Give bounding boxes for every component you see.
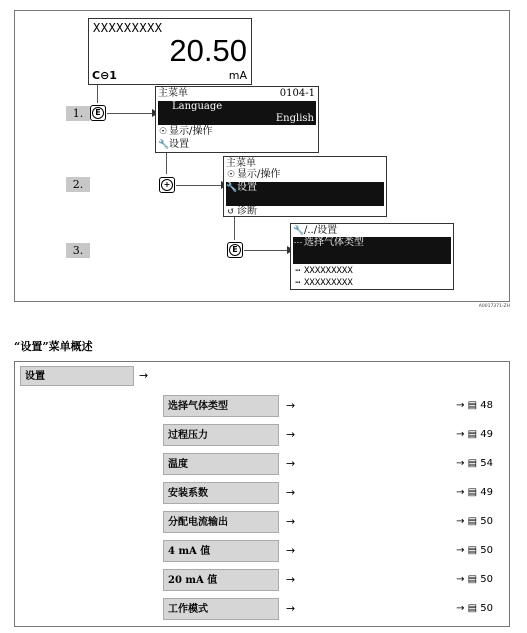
menu-item-label: 设置: [237, 182, 257, 193]
step-1-label: 1.: [66, 106, 90, 121]
setup-submenu-panel: [290, 223, 454, 290]
page-reference-link[interactable]: [456, 425, 493, 445]
connector-line: [244, 250, 288, 251]
menu-item-display[interactable]: [158, 126, 316, 138]
key-symbol: E: [92, 107, 104, 119]
book-icon: ▤: [464, 487, 481, 498]
menu-item-display[interactable]: [226, 169, 384, 181]
parameter-icon: ⋯: [295, 266, 301, 276]
page-number: 48: [480, 400, 493, 411]
wrench-icon: 🔧: [226, 183, 238, 193]
status-icon: C⊖1: [92, 69, 117, 82]
arrow-icon: →: [456, 458, 465, 469]
key-symbol: E: [229, 244, 241, 256]
menu-item-placeholder[interactable]: [293, 265, 451, 277]
main-menu-panel-2: [223, 156, 387, 217]
menu-root-setup: 设置: [20, 366, 134, 386]
arrow-icon: →: [286, 573, 296, 586]
menu-item-label: 显示/操作: [169, 126, 213, 137]
connector-line: [97, 85, 98, 103]
display-unit: mA: [228, 69, 247, 82]
step-2-label: 2.: [66, 177, 90, 192]
menu-item-language[interactable]: [158, 101, 316, 125]
book-icon: ▤: [464, 400, 481, 411]
arrow-icon: →: [456, 603, 465, 614]
arrow-icon: →: [456, 487, 465, 498]
arrow-icon: →: [286, 602, 296, 615]
menu-header: [293, 225, 451, 237]
page-number: 49: [480, 487, 493, 498]
menu-parameter: 分配电流输出: [163, 511, 279, 533]
arrow-icon: →: [456, 545, 465, 556]
key-symbol: +: [161, 179, 173, 191]
eye-icon: ☉: [226, 170, 236, 180]
step-3-label: 3.: [66, 243, 90, 258]
page-reference-link[interactable]: [456, 396, 493, 416]
connector-line: [176, 185, 222, 186]
wrench-icon: 🔧: [158, 140, 170, 150]
menu-item-label: 设置: [169, 139, 189, 150]
page-reference-link[interactable]: [456, 599, 493, 619]
connector-line: [166, 152, 167, 174]
arrow-icon: →: [286, 544, 296, 557]
arrow-icon: →: [456, 400, 465, 411]
menu-path: /../设置: [304, 225, 338, 236]
device-display: [88, 18, 252, 85]
section-title: “设置”菜单概述: [14, 340, 93, 353]
menu-item-gas-type[interactable]: [293, 237, 451, 264]
arrow-icon: →: [456, 574, 465, 585]
arrow-icon: →: [456, 429, 465, 440]
menu-parameter: 安装系数: [163, 482, 279, 504]
parameter-icon: ⋯: [293, 238, 303, 248]
book-icon: ▤: [464, 458, 481, 469]
menu-parameter: 选择气体类型: [163, 395, 279, 417]
plus-key-icon[interactable]: [159, 177, 175, 193]
page-number: 50: [480, 574, 493, 585]
book-icon: ▤: [464, 603, 481, 614]
arrow-icon: →: [286, 486, 296, 499]
diagnosis-icon: ↺: [227, 207, 235, 217]
page-reference-link[interactable]: [456, 541, 493, 561]
menu-item-label: 显示/操作: [237, 169, 281, 180]
eye-icon: ☉: [158, 127, 168, 137]
arrow-icon: →: [286, 399, 296, 412]
book-icon: ▤: [464, 429, 481, 440]
parameter-icon: ⋯: [295, 278, 301, 288]
figure-code: A0017371-ZH: [478, 304, 510, 309]
connector-line: [234, 216, 235, 240]
page-number: 54: [480, 458, 493, 469]
menu-item-placeholder[interactable]: [293, 277, 451, 289]
connector-line: [107, 113, 153, 114]
arrow-icon: →: [286, 428, 296, 441]
menu-item-label: 诊断: [237, 206, 257, 217]
page-number: 49: [480, 429, 493, 440]
menu-parameter: 温度: [163, 453, 279, 475]
page-number: 50: [480, 545, 493, 556]
menu-parameter: 过程压力: [163, 424, 279, 446]
menu-item-diagnostics[interactable]: [226, 206, 384, 218]
menu-header: 主菜单: [158, 88, 188, 99]
page-reference-link[interactable]: [456, 512, 493, 532]
menu-item-label: Language: [172, 101, 223, 112]
book-icon: ▤: [464, 516, 481, 527]
arrow-icon: →: [456, 516, 465, 527]
menu-item-label: XXXXXXXXX: [304, 266, 353, 276]
main-menu-panel-1: [155, 86, 319, 153]
book-icon: ▤: [464, 574, 481, 585]
menu-item-setup[interactable]: [158, 139, 316, 151]
menu-item-label: XXXXXXXXX: [304, 278, 353, 288]
menu-header: 主菜单: [226, 158, 256, 169]
arrow-icon: →: [286, 457, 296, 470]
page-reference-link[interactable]: [456, 570, 493, 590]
page-reference-link[interactable]: [456, 454, 493, 474]
arrow-icon: →: [286, 515, 296, 528]
display-value: 20.50: [169, 33, 247, 68]
arrow-icon: →: [139, 369, 149, 382]
wrench-icon: 🔧: [293, 226, 305, 236]
page-reference-link[interactable]: [456, 483, 493, 503]
enter-key-icon[interactable]: [90, 105, 106, 121]
enter-key-icon[interactable]: [227, 242, 243, 258]
page-number: 50: [480, 603, 493, 614]
menu-parameter: 工作模式: [163, 598, 279, 620]
book-icon: ▤: [464, 545, 481, 556]
menu-item-setup[interactable]: [226, 182, 384, 206]
menu-item-value: English: [275, 113, 314, 124]
menu-parameter: 20 mA 值: [163, 569, 279, 591]
menu-item-label: 选择气体类型: [304, 237, 364, 248]
menu-parameter: 4 mA 值: [163, 540, 279, 562]
page-number: 50: [480, 516, 493, 527]
menu-code: 0104-1: [279, 88, 315, 99]
display-tag: XXXXXXXXX: [93, 21, 163, 35]
